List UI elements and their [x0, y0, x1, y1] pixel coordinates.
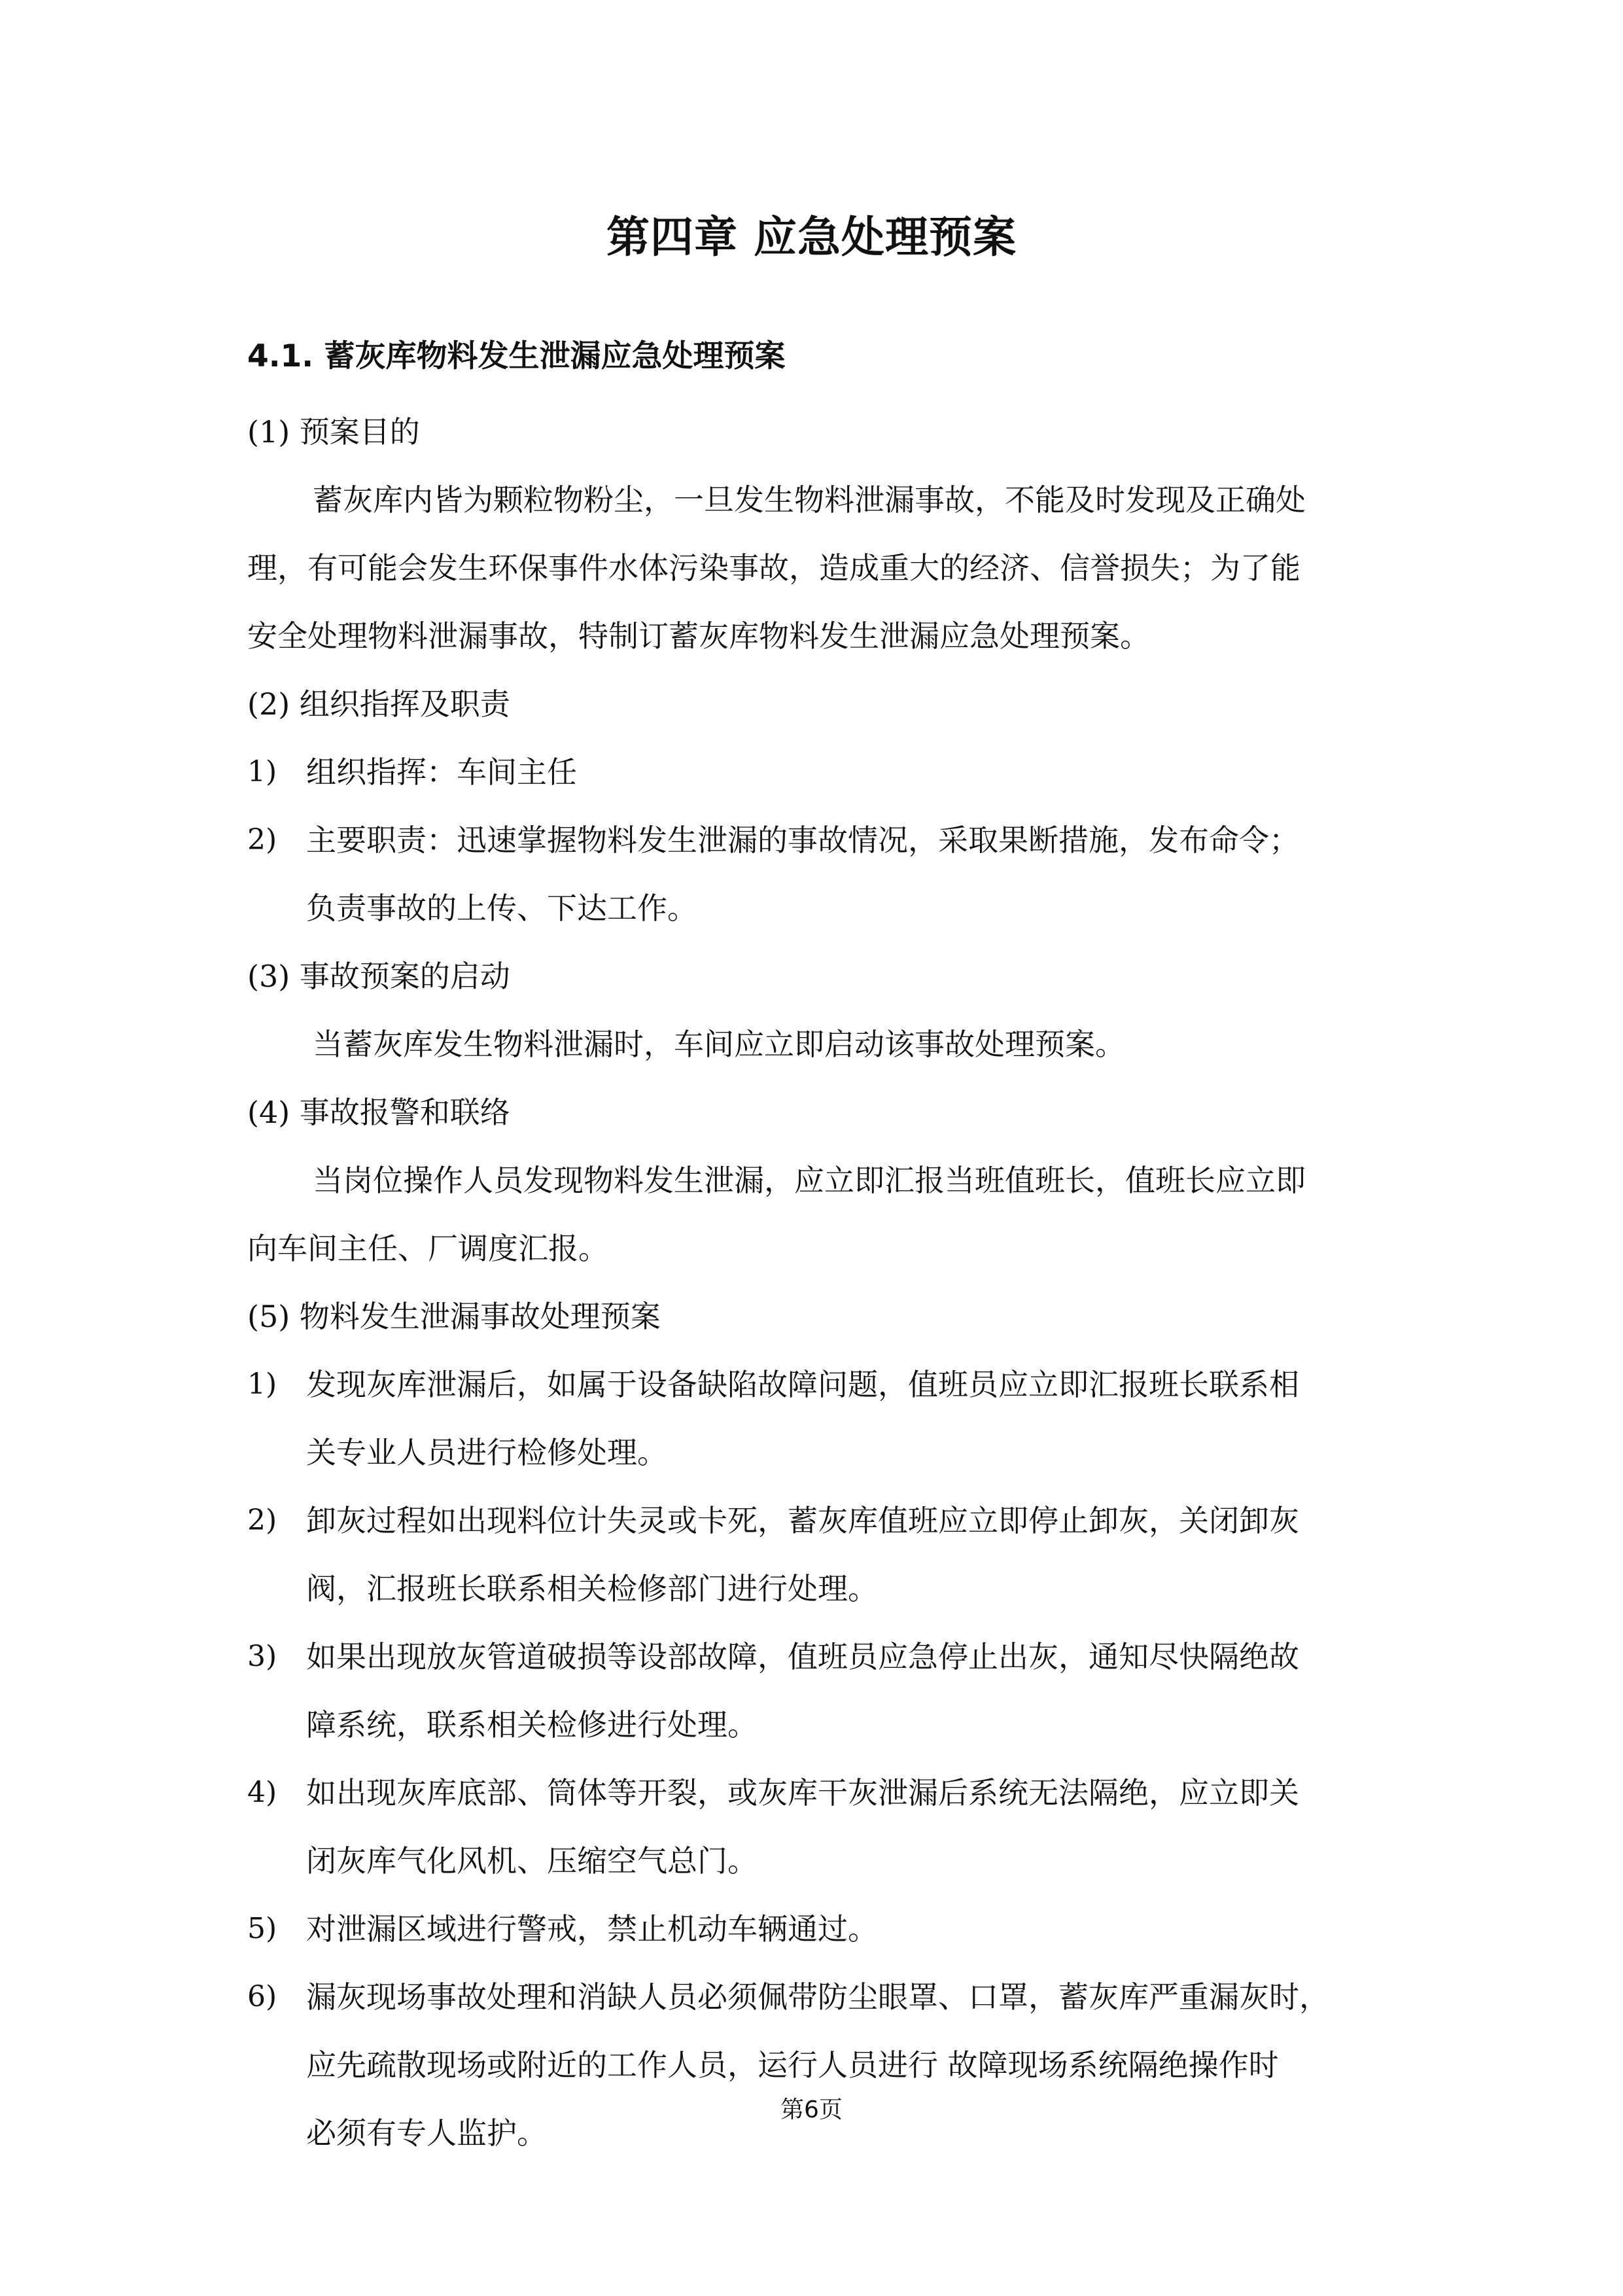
list-item-text: 如果出现放灰管道破损等设部故障，值班员应急停止出灰，通知尽快隔绝故 [306, 1639, 1299, 1674]
list-item-text: 关专业人员进行检修处理。 [306, 1435, 667, 1470]
list-item-text: 发现灰库泄漏后，如属于设备缺陷故障问题，值班员应立即汇报班长联系相 [306, 1367, 1299, 1402]
list-item-text: 卸灰过程如出现料位计失灵或卡死，蓄灰库值班应立即停止卸灰，关闭卸灰 [306, 1503, 1299, 1538]
paragraph-alarm [247, 1146, 1386, 1282]
paragraph-purpose [247, 466, 1386, 670]
paragraph-line: 向车间主任、厂调度汇报。 [247, 1231, 608, 1266]
list-item-number: 2) [247, 823, 277, 857]
paragraph-line: 安全处理物料泄漏事故，特制订蓄灰库物料发生泄漏应急处理预案。 [247, 618, 1150, 654]
list-item-number: 1) [247, 755, 277, 788]
list-item-number: 4) [247, 1776, 277, 1809]
page-number: 第6页 [780, 2096, 843, 2123]
list-item [247, 1487, 1386, 1623]
subheading-alarm: (4) 事故报警和联络 [247, 1095, 510, 1130]
list-item-text: 组织指挥：车间主任 [306, 754, 577, 790]
list-item-text: 障系统，联系相关检修进行处理。 [306, 1707, 758, 1742]
chapter-title: 第四章 应急处理预案 [606, 212, 1017, 262]
list-item-text: 主要职责：迅速掌握物料发生泄漏的事故情况，采取果断措施，发布命令； [306, 822, 1299, 858]
paragraph-line: 当蓄灰库发生物料泄漏时，车间应立即启动该事故处理预案。 [313, 1027, 1125, 1062]
list-item [247, 806, 1386, 942]
list-item-text: 必须有专人监护。 [306, 2115, 547, 2151]
list-item-text: 漏灰现场事故处理和消缺人员必须佩带防尘眼罩、口罩，蓄灰库严重漏灰时， [306, 1979, 1329, 2015]
list-item-number: 1) [247, 1368, 277, 1401]
list-item-number: 5) [247, 1912, 277, 1945]
list-item-text: 应先疏散现场或附近的工作人员，运行人员进行 故障现场系统隔绝操作时 [306, 2047, 1279, 2083]
list-item [247, 738, 1386, 806]
list-item-text: 如出现灰库底部、筒体等开裂，或灰库干灰泄漏后系统无法隔绝，应立即关 [306, 1775, 1299, 1810]
paragraph-line: 蓄灰库内皆为颗粒物粉尘，一旦发生物料泄漏事故，不能及时发现及正确处 [313, 482, 1306, 518]
list-item-text: 负责事故的上传、下达工作。 [306, 891, 697, 926]
list-item [247, 1963, 1386, 2167]
list-item [247, 1895, 1386, 1963]
list-item-text: 闭灰库气化风机、压缩空气总门。 [306, 1843, 758, 1879]
section-title: 4.1. 蓄灰库物料发生泄漏应急处理预案 [247, 338, 786, 374]
subheading-organization: (2) 组织指挥及职责 [247, 686, 510, 722]
paragraph-line: 理，有可能会发生环保事件水体污染事故，造成重大的经济、信誉损失；为了能 [247, 550, 1300, 586]
subheading-purpose: (1) 预案目的 [247, 414, 420, 450]
list-item-number: 3) [247, 1640, 277, 1673]
paragraph-line: 当岗位操作人员发现物料发生泄漏，应立即汇报当班值班长，值班长应立即 [313, 1163, 1306, 1198]
subheading-handling: (5) 物料发生泄漏事故处理预案 [247, 1299, 661, 1334]
list-item-text: 阀，汇报班长联系相关检修部门进行处理。 [306, 1571, 878, 1606]
list-item [247, 1623, 1386, 1759]
subheading-activation: (3) 事故预案的启动 [247, 959, 510, 994]
list-item-number: 6) [247, 1980, 277, 2013]
document-body [247, 398, 1386, 2167]
list-item-number: 2) [247, 1504, 277, 1537]
paragraph-activation [247, 1010, 1386, 1078]
list-item [247, 1759, 1386, 1895]
list-item-text: 对泄漏区域进行警戒，禁止机动车辆通过。 [306, 1911, 878, 1947]
list-item [247, 1351, 1386, 1487]
